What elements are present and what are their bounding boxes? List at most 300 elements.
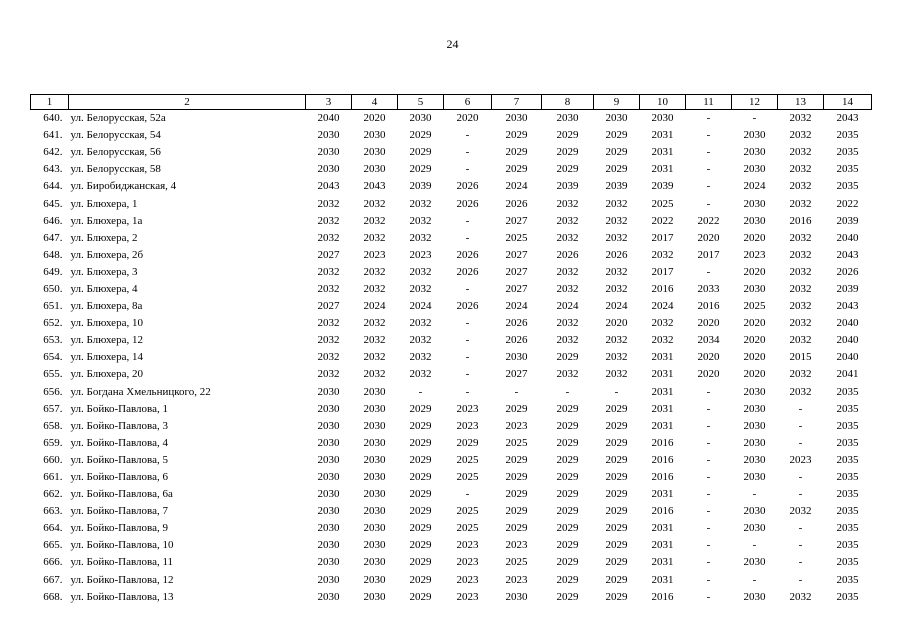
year-cell: 2030: [363, 573, 386, 586]
year-cell: 2029: [605, 419, 628, 432]
address-cell: ул. Блюхера, 20: [70, 368, 143, 381]
year-cell: 2032: [317, 214, 340, 227]
year-cell: 2029: [505, 488, 528, 501]
year-cell: 2032: [651, 317, 674, 330]
year-cell: 2026: [505, 334, 528, 347]
year-cell: 2029: [556, 556, 579, 569]
year-cell: 2035: [836, 180, 859, 193]
year-cell: 2030: [363, 163, 386, 176]
year-cell: 2024: [363, 300, 386, 313]
table-row: [31, 264, 872, 281]
year-cell: 2027: [317, 248, 340, 261]
year-cell: 2032: [789, 129, 812, 142]
year-cell: 2020: [743, 351, 766, 364]
year-cell: 2032: [605, 334, 628, 347]
year-cell: 2016: [651, 505, 674, 518]
table-body: [31, 110, 872, 606]
year-cell: -: [798, 556, 803, 569]
year-cell: 2035: [836, 419, 859, 432]
year-cell: 2029: [556, 419, 579, 432]
year-cell: 2026: [505, 317, 528, 330]
year-cell: 2031: [651, 402, 674, 415]
year-cell: 2032: [556, 368, 579, 381]
year-cell: 2039: [409, 180, 432, 193]
year-cell: 2035: [836, 590, 859, 603]
year-cell: 2023: [456, 402, 479, 415]
year-cell: 2032: [317, 334, 340, 347]
row-number: 648.: [43, 248, 63, 261]
table-row: [31, 503, 872, 520]
year-cell: 2024: [605, 300, 628, 313]
year-cell: -: [465, 317, 470, 330]
year-cell: 2039: [836, 282, 859, 295]
table-row: [31, 349, 872, 366]
year-cell: 2032: [556, 197, 579, 210]
year-cell: 2026: [505, 197, 528, 210]
row-number: 667.: [43, 573, 63, 586]
year-cell: 2031: [651, 556, 674, 569]
year-cell: 2032: [317, 351, 340, 364]
year-cell: 2029: [409, 129, 432, 142]
year-cell: 2030: [317, 539, 340, 552]
year-cell: 2032: [789, 231, 812, 244]
year-cell: 2029: [556, 402, 579, 415]
year-cell: 2030: [743, 436, 766, 449]
year-cell: 2029: [556, 146, 579, 159]
year-cell: 2029: [605, 590, 628, 603]
year-cell: 2029: [409, 590, 432, 603]
year-cell: 2016: [651, 590, 674, 603]
year-cell: 2029: [605, 402, 628, 415]
year-cell: 2029: [409, 573, 432, 586]
year-cell: -: [706, 488, 711, 501]
address-cell: ул. Бойко-Павлова, 7: [70, 505, 168, 518]
address-cell: ул. Блюхера, 3: [70, 265, 138, 278]
year-cell: 2043: [836, 248, 859, 261]
year-cell: 2029: [556, 522, 579, 535]
year-cell: 2025: [456, 522, 479, 535]
year-cell: 2030: [317, 146, 340, 159]
year-cell: 2025: [505, 231, 528, 244]
year-cell: 2030: [743, 163, 766, 176]
year-cell: -: [798, 419, 803, 432]
year-cell: 2027: [317, 300, 340, 313]
year-cell: -: [752, 112, 757, 125]
year-cell: 2031: [651, 539, 674, 552]
year-cell: 2030: [317, 590, 340, 603]
address-cell: ул. Биробиджанская, 4: [70, 180, 177, 193]
year-cell: 2020: [697, 231, 720, 244]
row-number: 641.: [43, 129, 63, 142]
row-number: 644.: [43, 180, 63, 193]
year-cell: 2030: [317, 471, 340, 484]
year-cell: 2023: [456, 539, 479, 552]
table-row: [31, 178, 872, 195]
year-cell: 2029: [556, 129, 579, 142]
year-cell: 2035: [836, 539, 859, 552]
year-cell: 2016: [789, 214, 812, 227]
year-cell: 2030: [317, 453, 340, 466]
year-cell: 2035: [836, 471, 859, 484]
year-cell: -: [706, 471, 711, 484]
year-cell: 2023: [409, 248, 432, 261]
year-cell: 2030: [363, 146, 386, 159]
year-cell: 2029: [409, 453, 432, 466]
table-row: [31, 366, 872, 383]
row-number: 664.: [43, 522, 63, 535]
year-cell: 2029: [556, 471, 579, 484]
year-cell: 2029: [605, 522, 628, 535]
address-cell: ул. Белорусская, 52а: [70, 112, 166, 125]
year-cell: 2024: [505, 300, 528, 313]
year-cell: 2032: [409, 214, 432, 227]
row-number: 649.: [43, 265, 63, 278]
address-cell: ул. Блюхера, 14: [70, 351, 143, 364]
year-cell: -: [706, 505, 711, 518]
address-cell: ул. Бойко-Павлова, 4: [70, 436, 168, 449]
year-cell: 2020: [743, 231, 766, 244]
year-cell: -: [465, 129, 470, 142]
year-cell: 2023: [789, 453, 812, 466]
year-cell: 2030: [363, 522, 386, 535]
year-cell: 2016: [651, 453, 674, 466]
year-cell: -: [514, 385, 519, 398]
year-cell: -: [465, 163, 470, 176]
year-cell: 2030: [317, 556, 340, 569]
column-header: 6: [444, 95, 492, 110]
year-cell: 2032: [409, 334, 432, 347]
year-cell: 2030: [743, 146, 766, 159]
row-number: 661.: [43, 471, 63, 484]
row-number: 653.: [43, 334, 63, 347]
year-cell: 2032: [789, 300, 812, 313]
year-cell: 2030: [743, 385, 766, 398]
year-cell: 2030: [651, 112, 674, 125]
year-cell: -: [706, 402, 711, 415]
year-cell: 2032: [363, 197, 386, 210]
column-header: 2: [69, 95, 306, 110]
row-number: 640.: [43, 112, 63, 125]
year-cell: 2035: [836, 385, 859, 398]
year-cell: 2030: [363, 385, 386, 398]
year-cell: 2032: [789, 265, 812, 278]
year-cell: 2029: [605, 453, 628, 466]
year-cell: 2035: [836, 163, 859, 176]
year-cell: 2032: [317, 317, 340, 330]
year-cell: 2029: [409, 163, 432, 176]
row-number: 668.: [43, 590, 63, 603]
year-cell: 2029: [505, 163, 528, 176]
year-cell: 2020: [363, 112, 386, 125]
year-cell: 2032: [651, 248, 674, 261]
year-cell: 2029: [505, 453, 528, 466]
column-header: 1: [31, 95, 69, 110]
year-cell: 2029: [605, 573, 628, 586]
year-cell: -: [706, 539, 711, 552]
year-cell: 2027: [505, 368, 528, 381]
year-cell: -: [465, 146, 470, 159]
year-cell: 2040: [836, 351, 859, 364]
year-cell: 2030: [743, 402, 766, 415]
column-header: 5: [398, 95, 444, 110]
year-cell: 2032: [605, 197, 628, 210]
address-cell: ул. Богдана Хмельницкого, 22: [70, 385, 211, 398]
row-number: 655.: [43, 368, 63, 381]
row-number: 662.: [43, 488, 63, 501]
year-cell: 2029: [556, 573, 579, 586]
table-row: [31, 281, 872, 298]
year-cell: 2031: [651, 573, 674, 586]
year-cell: 2040: [836, 317, 859, 330]
year-cell: 2039: [651, 180, 674, 193]
year-cell: -: [706, 436, 711, 449]
year-cell: -: [706, 197, 711, 210]
year-cell: 2030: [363, 419, 386, 432]
table-row: [31, 144, 872, 161]
year-cell: 2029: [605, 129, 628, 142]
year-cell: 2030: [505, 351, 528, 364]
year-cell: 2020: [697, 351, 720, 364]
year-cell: -: [465, 368, 470, 381]
year-cell: 2032: [789, 146, 812, 159]
table-row: [31, 213, 872, 230]
year-cell: 2025: [456, 453, 479, 466]
year-cell: 2035: [836, 556, 859, 569]
year-cell: 2032: [409, 317, 432, 330]
year-cell: 2032: [651, 334, 674, 347]
row-number: 656.: [43, 385, 63, 398]
year-cell: 2029: [605, 556, 628, 569]
year-cell: 2039: [556, 180, 579, 193]
year-cell: 2030: [743, 505, 766, 518]
column-header: 13: [778, 95, 824, 110]
year-cell: 2030: [743, 214, 766, 227]
year-cell: 2026: [456, 180, 479, 193]
year-cell: 2030: [363, 402, 386, 415]
year-cell: 2031: [651, 419, 674, 432]
year-cell: 2030: [743, 129, 766, 142]
registry-table: [30, 94, 872, 606]
year-cell: 2030: [556, 112, 579, 125]
year-cell: 2032: [789, 317, 812, 330]
year-cell: 2023: [363, 248, 386, 261]
year-cell: 2030: [317, 385, 340, 398]
address-cell: ул. Бойко-Павлова, 6: [70, 471, 168, 484]
year-cell: -: [706, 573, 711, 586]
year-cell: -: [465, 214, 470, 227]
year-cell: 2029: [409, 402, 432, 415]
year-cell: 2032: [317, 197, 340, 210]
table-row: [31, 572, 872, 589]
year-cell: 2025: [456, 471, 479, 484]
year-cell: 2023: [456, 590, 479, 603]
year-cell: -: [465, 385, 470, 398]
year-cell: 2020: [743, 265, 766, 278]
year-cell: -: [798, 522, 803, 535]
row-number: 646.: [43, 214, 63, 227]
year-cell: 2020: [743, 368, 766, 381]
year-cell: 2032: [605, 282, 628, 295]
year-cell: 2032: [789, 112, 812, 125]
year-cell: -: [798, 539, 803, 552]
year-cell: 2030: [409, 112, 432, 125]
year-cell: 2016: [651, 471, 674, 484]
year-cell: 2030: [317, 505, 340, 518]
year-cell: -: [706, 265, 711, 278]
year-cell: -: [706, 419, 711, 432]
year-cell: 2029: [605, 146, 628, 159]
year-cell: 2029: [409, 436, 432, 449]
address-cell: ул. Бойко-Павлова, 1: [70, 402, 168, 415]
year-cell: 2026: [605, 248, 628, 261]
address-cell: ул. Бойко-Павлова, 5: [70, 453, 168, 466]
year-cell: 2031: [651, 146, 674, 159]
year-cell: -: [706, 453, 711, 466]
year-cell: 2031: [651, 163, 674, 176]
year-cell: 2030: [743, 556, 766, 569]
year-cell: 2017: [697, 248, 720, 261]
column-header: 8: [542, 95, 594, 110]
year-cell: -: [706, 112, 711, 125]
year-cell: 2029: [605, 505, 628, 518]
year-cell: 2024: [556, 300, 579, 313]
column-header: 12: [732, 95, 778, 110]
year-cell: 2032: [409, 197, 432, 210]
year-cell: 2030: [363, 505, 386, 518]
year-cell: 2043: [836, 300, 859, 313]
row-number: 658.: [43, 419, 63, 432]
year-cell: 2032: [317, 231, 340, 244]
year-cell: 2035: [836, 488, 859, 501]
year-cell: 2023: [505, 573, 528, 586]
year-cell: 2030: [317, 419, 340, 432]
column-header: 4: [352, 95, 398, 110]
year-cell: 2034: [697, 334, 720, 347]
year-cell: 2027: [505, 265, 528, 278]
year-cell: 2030: [317, 163, 340, 176]
year-cell: 2031: [651, 488, 674, 501]
year-cell: -: [706, 146, 711, 159]
year-cell: 2032: [363, 317, 386, 330]
year-cell: 2029: [556, 351, 579, 364]
year-cell: -: [706, 522, 711, 535]
year-cell: 2029: [556, 505, 579, 518]
year-cell: 2032: [789, 385, 812, 398]
year-cell: 2031: [651, 385, 674, 398]
year-cell: 2029: [409, 556, 432, 569]
row-number: 663.: [43, 505, 63, 518]
year-cell: 2032: [605, 351, 628, 364]
address-cell: ул. Блюхера, 10: [70, 317, 143, 330]
year-cell: 2032: [409, 282, 432, 295]
address-cell: ул. Бойко-Павлова, 12: [70, 573, 174, 586]
year-cell: 2030: [363, 471, 386, 484]
year-cell: 2041: [836, 368, 859, 381]
address-cell: ул. Блюхера, 2б: [70, 248, 144, 261]
year-cell: 2032: [363, 334, 386, 347]
table-row: [31, 332, 872, 349]
row-number: 643.: [43, 163, 63, 176]
table-row: [31, 537, 872, 554]
year-cell: 2043: [317, 180, 340, 193]
year-cell: 2029: [505, 505, 528, 518]
year-cell: 2035: [836, 146, 859, 159]
address-cell: ул. Бойко-Павлова, 11: [70, 556, 174, 569]
table-row: [31, 452, 872, 469]
year-cell: 2032: [409, 368, 432, 381]
year-cell: 2043: [363, 180, 386, 193]
year-cell: 2029: [605, 488, 628, 501]
row-number: 650.: [43, 282, 63, 295]
year-cell: 2029: [409, 471, 432, 484]
year-cell: 2030: [363, 539, 386, 552]
year-cell: 2032: [789, 197, 812, 210]
year-cell: 2029: [409, 419, 432, 432]
year-cell: 2020: [697, 317, 720, 330]
column-header: 9: [594, 95, 640, 110]
table-row: [31, 230, 872, 247]
year-cell: 2030: [317, 573, 340, 586]
address-cell: ул. Бойко-Павлова, 10: [70, 539, 174, 552]
year-cell: 2035: [836, 522, 859, 535]
year-cell: 2024: [651, 300, 674, 313]
year-cell: 2043: [836, 112, 859, 125]
address-cell: ул. Белорусская, 58: [70, 163, 161, 176]
year-cell: 2032: [789, 334, 812, 347]
address-cell: ул. Бойко-Павлова, 3: [70, 419, 168, 432]
year-cell: -: [752, 539, 757, 552]
year-cell: -: [798, 402, 803, 415]
year-cell: 2035: [836, 402, 859, 415]
year-cell: 2029: [409, 488, 432, 501]
year-cell: 2024: [409, 300, 432, 313]
year-cell: 2029: [409, 146, 432, 159]
year-cell: -: [798, 573, 803, 586]
table-row: [31, 195, 872, 212]
year-cell: -: [465, 231, 470, 244]
year-cell: 2029: [605, 163, 628, 176]
year-cell: 2035: [836, 129, 859, 142]
row-number: 660.: [43, 453, 63, 466]
year-cell: 2032: [317, 282, 340, 295]
address-cell: ул. Бойко-Павлова, 9: [70, 522, 168, 535]
year-cell: 2026: [836, 265, 859, 278]
year-cell: 2032: [363, 368, 386, 381]
header-row: [31, 95, 872, 110]
year-cell: 2026: [456, 197, 479, 210]
year-cell: -: [465, 282, 470, 295]
column-header: 7: [492, 95, 542, 110]
year-cell: 2032: [605, 231, 628, 244]
year-cell: 2032: [556, 334, 579, 347]
table-row: [31, 161, 872, 178]
year-cell: 2029: [505, 146, 528, 159]
address-cell: ул. Бойко-Павлова, 13: [70, 590, 174, 603]
year-cell: 2031: [651, 351, 674, 364]
year-cell: -: [465, 334, 470, 347]
year-cell: -: [798, 488, 803, 501]
year-cell: 2023: [456, 419, 479, 432]
year-cell: -: [418, 385, 423, 398]
year-cell: 2032: [605, 214, 628, 227]
year-cell: 2016: [697, 300, 720, 313]
table-row: [31, 469, 872, 486]
year-cell: 2032: [363, 231, 386, 244]
year-cell: 2032: [556, 317, 579, 330]
year-cell: 2026: [556, 248, 579, 261]
year-cell: 2029: [605, 471, 628, 484]
year-cell: 2029: [409, 539, 432, 552]
